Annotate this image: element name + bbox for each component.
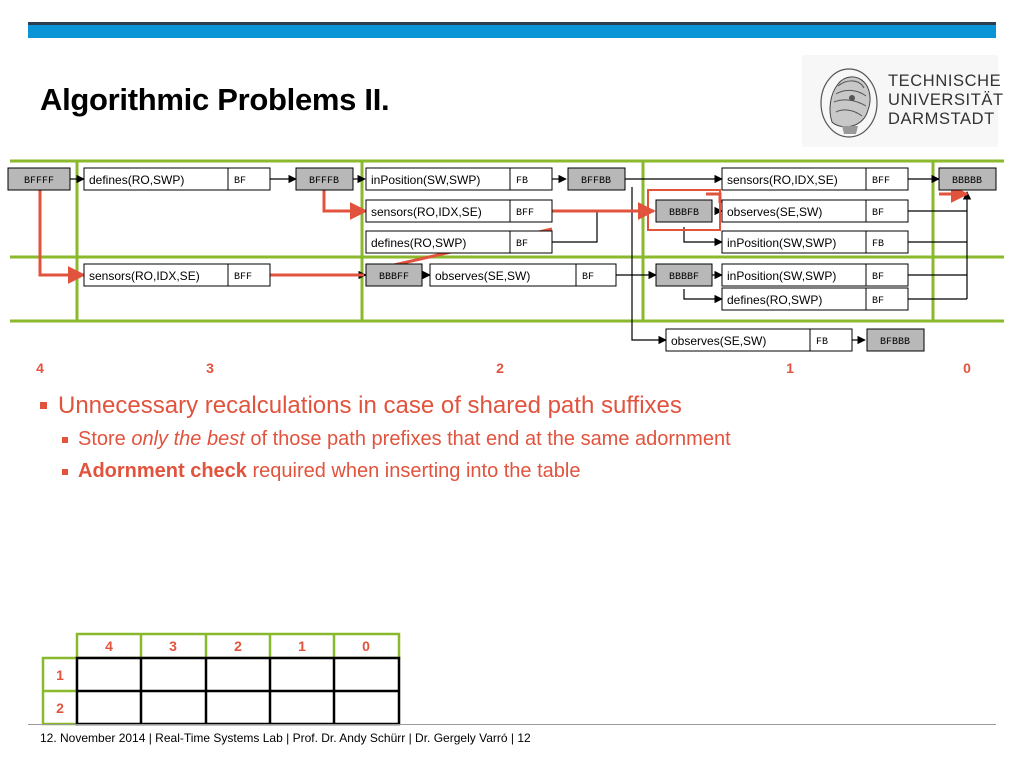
- bullet-text: of those path prefixes that end at the same adornment: [244, 428, 731, 450]
- operation-label: observes(SE,SW): [671, 334, 767, 348]
- operation-adornment: BF: [872, 208, 885, 219]
- table-column-header: 3: [169, 638, 177, 654]
- operation-label: defines(RO,SWP): [371, 236, 467, 250]
- level-label: 4: [36, 360, 44, 376]
- slide-title: Algorithmic Problems II.: [40, 82, 390, 117]
- operation-box: [722, 168, 908, 190]
- state-node: [568, 168, 625, 190]
- bullet-subitem: [40, 460, 731, 483]
- table-column-header: 0: [362, 638, 370, 654]
- operation-label: defines(RO,SWP): [727, 293, 823, 307]
- state-node: [8, 168, 70, 190]
- operation-label: inPosition(SW,SWP): [371, 173, 481, 187]
- table-column-header: 2: [234, 638, 242, 654]
- state-label: BFFFF: [23, 176, 55, 187]
- level-label: 2: [496, 360, 504, 376]
- state-node: [939, 168, 996, 190]
- operation-label: defines(RO,SWP): [89, 173, 185, 187]
- operation-box: [722, 264, 908, 286]
- state-label: BBBBB: [951, 176, 983, 187]
- operation-box: [84, 168, 270, 190]
- state-node: [656, 264, 712, 286]
- operation-adornment: FB: [816, 337, 829, 348]
- bullet-subitem: [40, 428, 731, 451]
- slide-footer: 12. November 2014 | Real-Time Systems Lab | Prof. Dr. Andy Schürr | Dr. Gergely Varró | 12: [40, 731, 531, 745]
- footer-divider: [28, 724, 996, 725]
- operation-box: [722, 288, 908, 310]
- state-node: [656, 200, 712, 222]
- level-labels: [36, 360, 971, 376]
- operation-adornment: BFF: [234, 272, 253, 283]
- operation-adornment: BF: [234, 176, 247, 187]
- logo-line: TECHNISCHE: [888, 72, 1002, 90]
- bullet-emphasis: only the best: [131, 428, 245, 450]
- operation-label: inPosition(SW,SWP): [727, 269, 837, 283]
- operation-box: [366, 231, 552, 253]
- operation-adornment: FB: [516, 176, 529, 187]
- bullet-text: Store: [78, 428, 132, 450]
- operation-box: [722, 200, 908, 222]
- state-label: BFFFB: [308, 176, 340, 187]
- table-column-header: 1: [298, 638, 306, 654]
- bullet-strong: Adornment check: [78, 460, 247, 482]
- operation-adornment: BF: [872, 296, 885, 307]
- state-label: BFFBB: [580, 176, 612, 187]
- state-label: BFBBB: [879, 337, 911, 348]
- level-label: 0: [963, 360, 971, 376]
- operation-adornment: BF: [872, 272, 885, 283]
- operation-boxes: [84, 168, 911, 351]
- operation-label: sensors(RO,IDX,SE): [89, 269, 200, 283]
- operation-box: [430, 264, 616, 286]
- state-nodes: [8, 168, 996, 351]
- operation-box: [666, 329, 852, 351]
- operation-label: sensors(RO,IDX,SE): [371, 205, 482, 219]
- operation-adornment: BF: [516, 239, 529, 250]
- bullet-item: Unnecessary recalculations in case of shared path suffixes: [40, 392, 731, 420]
- operation-label: observes(SE,SW): [435, 269, 531, 283]
- state-label: BBBFB: [668, 208, 700, 219]
- table-row-label: 1: [56, 667, 64, 683]
- bullet-list: [40, 392, 731, 483]
- bullet-text: required when inserting into the table: [246, 460, 581, 482]
- operation-adornment: FB: [872, 239, 885, 250]
- table-row-label: 2: [56, 700, 64, 716]
- operation-box: [366, 200, 552, 222]
- logo-line: DARMSTADT: [888, 110, 995, 128]
- operation-label: inPosition(SW,SWP): [727, 236, 837, 250]
- table-body: [77, 658, 399, 724]
- operation-label: observes(SE,SW): [727, 205, 823, 219]
- state-node: [867, 329, 924, 351]
- operation-box: [366, 168, 552, 190]
- operation-box: [722, 231, 908, 253]
- operation-label: sensors(RO,IDX,SE): [727, 173, 838, 187]
- adornment-table: [43, 634, 399, 724]
- operation-adornment: BF: [582, 272, 595, 283]
- operation-adornment: BFF: [872, 176, 891, 187]
- operation-adornment: BFF: [516, 208, 535, 219]
- level-label: 3: [206, 360, 214, 376]
- logo-line: UNIVERSITÄT: [888, 91, 1004, 109]
- table-column-header: 4: [105, 638, 113, 654]
- state-label: BBBFF: [378, 272, 410, 283]
- state-label: BBBBF: [668, 272, 700, 283]
- state-node: [366, 264, 422, 286]
- state-node: [296, 168, 353, 190]
- operation-box: [84, 264, 270, 286]
- level-label: 1: [786, 360, 794, 376]
